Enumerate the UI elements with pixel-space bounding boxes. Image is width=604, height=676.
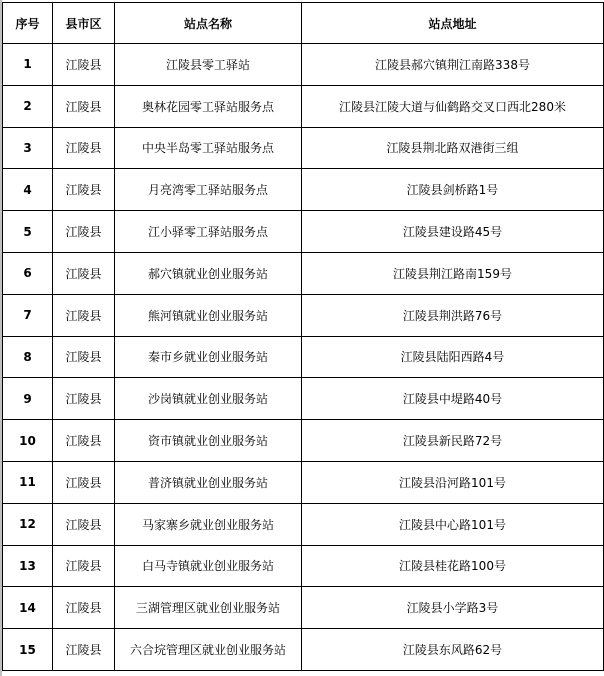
header-row <box>3 3 604 44</box>
header-station-name: 站点名称 <box>115 3 302 44</box>
table-row <box>3 211 604 253</box>
row-number: 3 <box>3 127 53 169</box>
station-address-cell: 江陵县荆江路南159号 <box>302 252 604 294</box>
station-name-cell: 月亮湾零工驿站服务点 <box>115 169 302 211</box>
county-cell: 江陵县 <box>53 85 115 127</box>
county-cell: 江陵县 <box>53 420 115 462</box>
header-station-address: 站点地址 <box>302 3 604 44</box>
table-row <box>3 461 604 503</box>
table-row <box>3 44 604 86</box>
row-number: 8 <box>3 336 53 378</box>
station-name-cell: 白马寺镇就业创业服务站 <box>115 545 302 587</box>
station-name-cell: 中央半岛零工驿站服务点 <box>115 127 302 169</box>
county-cell: 江陵县 <box>53 252 115 294</box>
county-cell: 江陵县 <box>53 378 115 420</box>
station-name-cell: 熊河镇就业创业服务站 <box>115 294 302 336</box>
table-row <box>3 336 604 378</box>
table-row <box>3 420 604 462</box>
county-cell: 江陵县 <box>53 44 115 86</box>
table-row <box>3 503 604 545</box>
table-row <box>3 85 604 127</box>
station-name-cell: 三湖管理区就业创业服务站 <box>115 587 302 629</box>
county-cell: 江陵县 <box>53 545 115 587</box>
row-number: 9 <box>3 378 53 420</box>
county-cell: 江陵县 <box>53 461 115 503</box>
station-address-cell: 江陵县江陵大道与仙鹤路交叉口西北280米 <box>302 85 604 127</box>
county-cell: 江陵县 <box>53 336 115 378</box>
county-cell: 江陵县 <box>53 211 115 253</box>
table-row <box>3 378 604 420</box>
station-address-cell: 江陵县荆洪路76号 <box>302 294 604 336</box>
row-number: 13 <box>3 545 53 587</box>
station-name-cell: 六合垸管理区就业创业服务站 <box>115 629 302 671</box>
station-address-cell: 江陵县沿河路101号 <box>302 461 604 503</box>
table-row <box>3 252 604 294</box>
row-number: 14 <box>3 587 53 629</box>
header-county: 县市区 <box>53 3 115 44</box>
station-name-cell: 奥林花园零工驿站服务点 <box>115 85 302 127</box>
station-address-cell: 江陵县陆阳西路4号 <box>302 336 604 378</box>
county-cell: 江陵县 <box>53 587 115 629</box>
row-number: 1 <box>3 44 53 86</box>
row-number: 5 <box>3 211 53 253</box>
station-name-cell: 江陵县零工驿站 <box>115 44 302 86</box>
county-cell: 江陵县 <box>53 127 115 169</box>
station-address-cell: 江陵县小学路3号 <box>302 587 604 629</box>
station-name-cell: 马家寨乡就业创业服务站 <box>115 503 302 545</box>
station-address-cell: 江陵县建设路45号 <box>302 211 604 253</box>
station-name-cell: 普济镇就业创业服务站 <box>115 461 302 503</box>
row-number: 10 <box>3 420 53 462</box>
header-no: 序号 <box>3 3 53 44</box>
table-row <box>3 545 604 587</box>
station-address-cell: 江陵县东风路62号 <box>302 629 604 671</box>
station-name-cell: 郝穴镇就业创业服务站 <box>115 252 302 294</box>
county-cell: 江陵县 <box>53 629 115 671</box>
table-row <box>3 294 604 336</box>
station-address-cell: 江陵县桂花路100号 <box>302 545 604 587</box>
table-row <box>3 169 604 211</box>
row-number: 4 <box>3 169 53 211</box>
county-cell: 江陵县 <box>53 294 115 336</box>
service-station-table <box>2 2 604 671</box>
station-name-cell: 沙岗镇就业创业服务站 <box>115 378 302 420</box>
row-number: 7 <box>3 294 53 336</box>
station-address-cell: 江陵县中心路101号 <box>302 503 604 545</box>
row-number: 2 <box>3 85 53 127</box>
station-address-cell: 江陵县剑桥路1号 <box>302 169 604 211</box>
station-name-cell: 江小驿零工驿站服务点 <box>115 211 302 253</box>
station-name-cell: 资市镇就业创业服务站 <box>115 420 302 462</box>
station-address-cell: 江陵县新民路72号 <box>302 420 604 462</box>
county-cell: 江陵县 <box>53 503 115 545</box>
station-address-cell: 江陵县郝穴镇荆江南路338号 <box>302 44 604 86</box>
station-name-cell: 秦市乡就业创业服务站 <box>115 336 302 378</box>
table-row <box>3 127 604 169</box>
county-cell: 江陵县 <box>53 169 115 211</box>
row-number: 15 <box>3 629 53 671</box>
table-row <box>3 629 604 671</box>
table-row <box>3 587 604 629</box>
station-address-cell: 江陵县荆北路双港街三组 <box>302 127 604 169</box>
station-address-cell: 江陵县中堤路40号 <box>302 378 604 420</box>
row-number: 11 <box>3 461 53 503</box>
row-number: 12 <box>3 503 53 545</box>
row-number: 6 <box>3 252 53 294</box>
